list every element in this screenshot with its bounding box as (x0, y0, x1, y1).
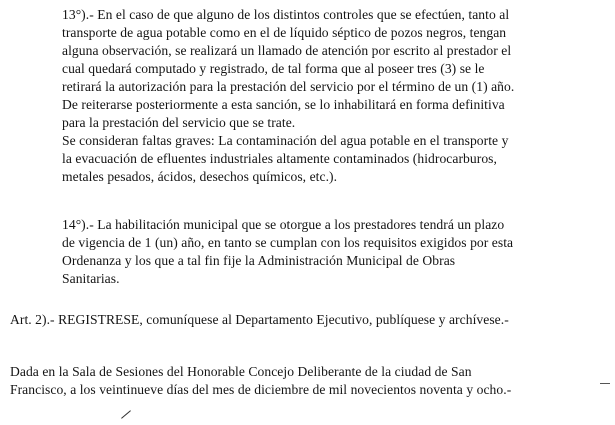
faltas-graves-line-2: la evacuación de efluentes industriales altamente contaminados (hidrocarburos, (62, 151, 497, 166)
faltas-graves-line-1: Se consideran faltas graves: La contaminación del agua potable en el transporte y (62, 133, 509, 148)
article-2-line: Art. 2).- REGISTRESE, comuníquese al Departamento Ejecutivo, publíquese y archívese.- (10, 312, 509, 327)
stray-scan-mark (600, 383, 610, 384)
paragraph-13-line-2: transporte de agua potable como en el de líquido séptico de pozos negros, tengan (62, 25, 507, 40)
paragraph-14-line-3: Ordenanza y los que a tal fin fije la Administración Municipal de Obras (62, 253, 456, 268)
paragraph-13-line-7: para la prestación del servicio que se trate. (62, 115, 296, 130)
paragraph-13-line-6: De reiterarse posteriormente a esta sanción, se lo inhabilitará en forma definitiva (62, 97, 505, 112)
paragraph-13-line-1: 13°).- En el caso de que alguno de los distintos controles que se efectúen, tanto al (62, 7, 510, 22)
paragraph-13-line-3: alguna observación, se realizará un llamado de atención por escrito al prestador el (62, 43, 512, 58)
closing-line-1: Dada en la Sala de Sesiones del Honorable Concejo Deliberante de la ciudad de San (10, 364, 472, 379)
stray-pen-tick (121, 410, 131, 418)
faltas-graves-line-3: metales pesados, ácidos, desechos químicos, etc.). (62, 169, 338, 184)
paragraph-13-line-5: retirará la autorización para la prestación del servicio por el término de un (1) año. (62, 79, 515, 94)
paragraph-14-line-4: Sanitarias. (62, 271, 120, 286)
paragraph-14-line-2: de vigencia de 1 (un) año, en tanto se cumplan con los requisitos exigidos por esta (62, 235, 514, 250)
paragraph-14-line-1: 14°).- La habilitación municipal que se otorgue a los prestadores tendrá un plazo (62, 217, 505, 232)
closing-line-2: Francisco, a los veintinueve días del mes de diciembre de mil novecientos noventa y ocho.- (10, 382, 512, 397)
paragraph-13-line-4: cual quedará computado y registrado, de tal forma que al poseer tres (3) se le (62, 61, 485, 76)
